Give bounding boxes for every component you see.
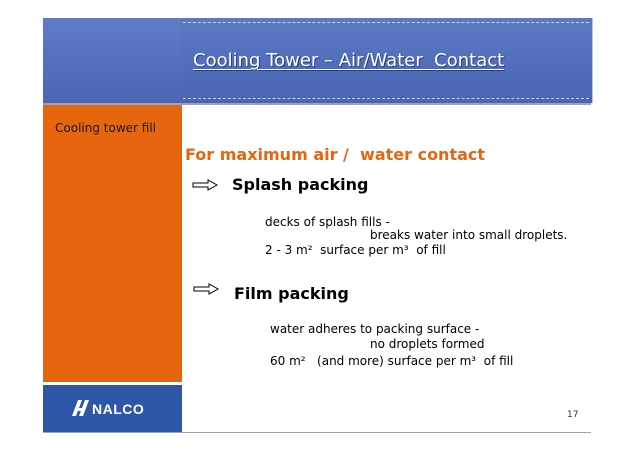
section-text-line: no droplets formed [370, 337, 485, 351]
footer-divider [43, 432, 591, 433]
page-number: 17 [567, 410, 579, 420]
logo-text: NALCO [92, 401, 145, 417]
title-band-top-divider [183, 22, 589, 23]
section-text-line: decks of splash fills - [265, 215, 390, 229]
sidebar-panel [43, 105, 182, 382]
section-heading-film: Film packing [234, 284, 349, 303]
hollow-arrow-right-icon [192, 179, 218, 191]
sidebar-header-block [43, 18, 182, 103]
sidebar-label: Cooling tower fill [55, 121, 156, 135]
section-text-line: 60 m² (and more) surface per m³ of fill [270, 354, 514, 368]
section-heading-splash: Splash packing [232, 175, 369, 194]
slide-title: Cooling Tower – Air/Water Contact [193, 50, 505, 71]
nalco-logo-icon [70, 396, 92, 420]
section-text-line: breaks water into small droplets. [370, 228, 568, 242]
header-separator [43, 103, 591, 105]
hollow-arrow-right-icon [193, 283, 219, 295]
section-text-line: water adheres to packing surface - [270, 322, 480, 336]
title-band-right-edge [592, 18, 593, 103]
section-text-line: 2 - 3 m² surface per m³ of fill [265, 243, 446, 257]
slide-subtitle: For maximum air / water contact [185, 145, 486, 164]
title-band-bottom-divider [183, 98, 589, 99]
